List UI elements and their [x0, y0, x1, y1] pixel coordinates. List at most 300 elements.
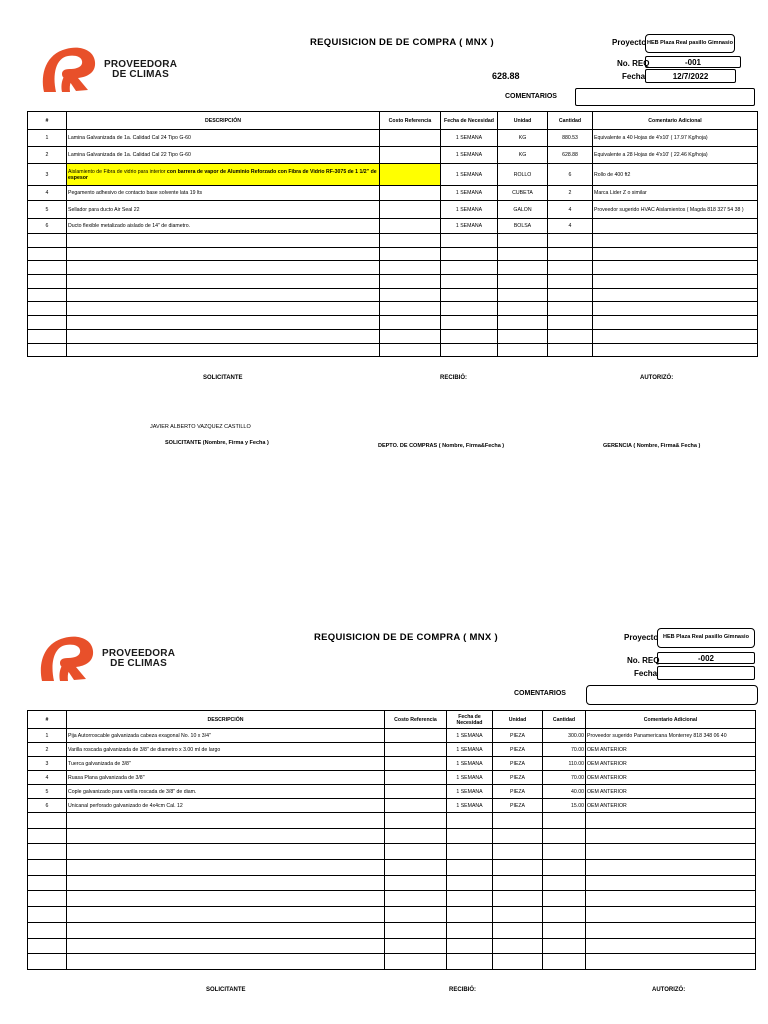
col-fecha-header: Fecha de Necesidad — [441, 112, 498, 130]
col-num-header: # — [28, 711, 67, 729]
row-desc[interactable]: Tuerca galvanizada de 3/8" — [67, 757, 385, 771]
row-unidad[interactable]: PIEZA — [493, 757, 543, 771]
row-costo[interactable] — [380, 130, 441, 147]
empty-cell[interactable] — [493, 938, 543, 954]
autorizo-heading: AUTORIZÓ: — [652, 987, 686, 993]
empty-cell[interactable] — [67, 954, 385, 970]
col-num-header: # — [28, 112, 67, 130]
empty-cell[interactable] — [67, 261, 380, 275]
empty-cell[interactable] — [493, 907, 543, 923]
noreq-label: No. REQ — [627, 656, 660, 665]
row-comentario[interactable]: OEM ANTERIOR — [586, 785, 756, 799]
table-row-empty[interactable] — [28, 275, 758, 289]
empty-cell[interactable] — [28, 844, 67, 860]
comentarios-field[interactable] — [586, 685, 758, 705]
empty-cell[interactable] — [543, 860, 586, 876]
empty-cell[interactable] — [586, 875, 756, 891]
empty-cell[interactable] — [447, 891, 493, 907]
row-desc[interactable]: Lamina Galvanizada de 1a. Calidad Cal 22 Tipo G-60 — [67, 147, 380, 164]
table-row-empty[interactable] — [28, 288, 758, 302]
row-fecha[interactable]: 1 SEMANA — [441, 201, 498, 219]
row-cantidad[interactable]: 4 — [548, 219, 593, 234]
col-costo-header: Costo Referencia — [385, 711, 447, 729]
empty-cell[interactable] — [498, 288, 548, 302]
empty-cell[interactable] — [28, 234, 67, 248]
empty-cell[interactable] — [543, 844, 586, 860]
empty-cell[interactable] — [543, 938, 586, 954]
empty-cell[interactable] — [493, 875, 543, 891]
row-cantidad[interactable]: 2 — [548, 186, 593, 201]
empty-cell[interactable] — [548, 288, 593, 302]
table-row[interactable] — [28, 147, 758, 164]
empty-cell[interactable] — [586, 813, 756, 829]
empty-cell[interactable] — [67, 813, 385, 829]
row-costo[interactable] — [380, 147, 441, 164]
empty-cell[interactable] — [67, 844, 385, 860]
row-desc[interactable]: Ruasa Plana galvanizada de 3/8" — [67, 771, 385, 785]
row-fecha[interactable]: 1 SEMANA — [447, 743, 493, 757]
row-cantidad[interactable]: 628.88 — [548, 147, 593, 164]
autorizo-heading: AUTORIZÓ: — [640, 375, 674, 381]
empty-cell[interactable] — [548, 329, 593, 343]
noreq-field[interactable] — [657, 652, 755, 664]
gerencia-caption: GERENCIA ( Nombre, Firma& Fecha ) — [603, 443, 701, 449]
fecha-field[interactable] — [645, 69, 736, 83]
proyecto-label: Proyecto — [624, 633, 659, 642]
fecha-label: Fecha — [634, 669, 658, 678]
empty-cell[interactable] — [380, 275, 441, 289]
empty-cell[interactable] — [548, 316, 593, 330]
empty-cell[interactable] — [67, 907, 385, 923]
row-costo[interactable] — [380, 164, 441, 186]
row-comentario[interactable]: OEM ANTERIOR — [586, 757, 756, 771]
table-row[interactable] — [28, 186, 758, 201]
row-fecha[interactable]: 1 SEMANA — [447, 799, 493, 813]
empty-cell[interactable] — [543, 954, 586, 970]
row-unidad[interactable]: GALON — [498, 201, 548, 219]
empty-cell[interactable] — [586, 891, 756, 907]
empty-cell[interactable] — [543, 922, 586, 938]
empty-cell[interactable] — [385, 907, 447, 923]
empty-cell[interactable] — [385, 844, 447, 860]
proyecto-field[interactable] — [645, 34, 735, 53]
empty-cell[interactable] — [441, 288, 498, 302]
empty-cell[interactable] — [28, 302, 67, 316]
empty-cell[interactable] — [385, 922, 447, 938]
row-fecha[interactable]: 1 SEMANA — [447, 757, 493, 771]
row-fecha[interactable]: 1 SEMANA — [441, 164, 498, 186]
empty-cell[interactable] — [447, 938, 493, 954]
empty-cell[interactable] — [67, 938, 385, 954]
empty-cell[interactable] — [498, 234, 548, 248]
row-desc-part-a: Aislamiento de Fibra de vidrio para interior — [68, 168, 167, 175]
empty-cell[interactable] — [548, 247, 593, 261]
row-cantidad[interactable]: 880.53 — [548, 130, 593, 147]
row-costo[interactable] — [385, 743, 447, 757]
empty-cell[interactable] — [380, 261, 441, 275]
empty-cell[interactable] — [380, 316, 441, 330]
fecha-value: 12/7/2022 — [672, 72, 709, 81]
row-comentario[interactable]: OEM ANTERIOR — [586, 799, 756, 813]
row-desc[interactable]: Lamina Galvanizada de 1a. Calidad Cal 24 Tipo G-60 — [67, 130, 380, 147]
empty-cell[interactable] — [67, 275, 380, 289]
empty-cell[interactable] — [548, 261, 593, 275]
empty-cell[interactable] — [447, 954, 493, 970]
empty-cell[interactable] — [67, 247, 380, 261]
row-unidad[interactable]: KG — [498, 147, 548, 164]
empty-cell[interactable] — [67, 860, 385, 876]
comentarios-label: COMENTARIOS — [514, 690, 566, 697]
empty-cell[interactable] — [586, 828, 756, 844]
row-fecha[interactable]: 1 SEMANA — [441, 147, 498, 164]
empty-cell[interactable] — [447, 875, 493, 891]
empty-cell[interactable] — [493, 813, 543, 829]
row-costo[interactable] — [385, 757, 447, 771]
row-desc[interactable]: Cople galvanizado para varilla roscada de 3/8" de diam. — [67, 785, 385, 799]
noreq-label: No. REQ — [617, 59, 650, 68]
empty-cell[interactable] — [385, 860, 447, 876]
row-unidad[interactable]: KG — [498, 130, 548, 147]
comentarios-field[interactable] — [575, 88, 755, 106]
row-comentario[interactable]: Proveedor sugerido Panamericana Monterrey 818 348 06 40 — [586, 729, 756, 743]
empty-cell[interactable] — [28, 288, 67, 302]
table-row[interactable] — [28, 757, 756, 771]
row-desc[interactable]: Sellador para ducto Air Seal 22 — [67, 201, 380, 219]
row-desc[interactable]: Ducto flexible metalizado aislado de 14" de diametro. — [67, 219, 380, 234]
empty-cell[interactable] — [586, 907, 756, 923]
empty-cell[interactable] — [385, 891, 447, 907]
document-title: REQUISICION DE DE COMPRA ( MNX ) — [314, 632, 498, 643]
row-comentario[interactable]: Proveedor sugerido HVAC Aislamientos ( Magda 818 327 54 38 ) — [593, 201, 758, 219]
empty-cell[interactable] — [441, 316, 498, 330]
empty-cell[interactable] — [380, 288, 441, 302]
logo-wordmark — [104, 60, 177, 80]
row-cantidad[interactable]: 70.00 — [543, 743, 586, 757]
fecha-field[interactable] — [657, 666, 755, 680]
table-row-empty[interactable] — [28, 329, 758, 343]
row-unidad[interactable]: BOLSA — [498, 219, 548, 234]
row-cantidad[interactable]: 70.00 — [543, 771, 586, 785]
signer-name: JAVIER ALBERTO VAZQUEZ CASTILLO — [150, 424, 251, 430]
row-unidad[interactable]: PIEZA — [493, 743, 543, 757]
empty-cell[interactable] — [498, 261, 548, 275]
table-row-empty[interactable] — [28, 922, 756, 938]
table-row[interactable] — [28, 201, 758, 219]
empty-cell[interactable] — [593, 316, 758, 330]
recibio-heading: RECIBIÓ: — [449, 987, 476, 993]
empty-cell[interactable] — [543, 875, 586, 891]
empty-cell[interactable] — [593, 261, 758, 275]
empty-cell[interactable] — [586, 954, 756, 970]
table-row-empty[interactable] — [28, 234, 758, 248]
empty-cell[interactable] — [493, 828, 543, 844]
table-row[interactable] — [28, 743, 756, 757]
table-row-empty[interactable] — [28, 938, 756, 954]
row-num: 3 — [28, 164, 67, 186]
solicitante-caption: SOLICITANTE (Nombre, Firma y Fecha ) — [165, 440, 269, 446]
col-desc-header: DESCRIPCIÓN — [67, 711, 385, 729]
empty-cell[interactable] — [593, 329, 758, 343]
row-fecha[interactable]: 1 SEMANA — [447, 785, 493, 799]
fecha-label: Fecha — [622, 72, 646, 81]
table-row[interactable] — [28, 771, 756, 785]
logo-wordmark — [102, 649, 175, 669]
empty-cell[interactable] — [67, 234, 380, 248]
empty-cell[interactable] — [548, 302, 593, 316]
row-comentario[interactable] — [593, 219, 758, 234]
proyecto-field[interactable] — [657, 628, 755, 648]
table-row-empty[interactable] — [28, 261, 758, 275]
empty-cell[interactable] — [593, 343, 758, 357]
row-num: 2 — [28, 147, 67, 164]
row-fecha[interactable]: 1 SEMANA — [441, 219, 498, 234]
row-comentario[interactable]: OEM ANTERIOR — [586, 743, 756, 757]
table-row-empty[interactable] — [28, 247, 758, 261]
empty-cell[interactable] — [543, 828, 586, 844]
table-row-empty[interactable] — [28, 875, 756, 891]
row-unidad[interactable]: CUBETA — [498, 186, 548, 201]
empty-cell[interactable] — [67, 316, 380, 330]
row-comentario[interactable]: Marca Lider Z o similar — [593, 186, 758, 201]
row-fecha[interactable]: 1 SEMANA — [447, 729, 493, 743]
row-desc[interactable]: Unicanal perforado galvanizado de 4x4cm Cal. 12 — [67, 799, 385, 813]
empty-cell[interactable] — [493, 860, 543, 876]
empty-cell[interactable] — [28, 261, 67, 275]
total-value: 628.88 — [492, 71, 520, 81]
col-unidad-header: Unidad — [498, 112, 548, 130]
empty-cell[interactable] — [385, 828, 447, 844]
empty-cell[interactable] — [380, 234, 441, 248]
empty-cell[interactable] — [28, 329, 67, 343]
row-desc-part-b: con barrera de vapor de Aluminio Reforzado con Fibra de Vidrio RF-3075 de 1 1/2" de espesor — [68, 168, 377, 181]
row-fecha[interactable]: 1 SEMANA — [447, 771, 493, 785]
table-row-empty[interactable] — [28, 954, 756, 970]
empty-cell[interactable] — [441, 275, 498, 289]
empty-cell[interactable] — [28, 907, 67, 923]
items-table — [27, 111, 758, 357]
empty-cell[interactable] — [498, 302, 548, 316]
empty-cell[interactable] — [441, 329, 498, 343]
empty-cell[interactable] — [385, 938, 447, 954]
empty-cell[interactable] — [498, 247, 548, 261]
empty-cell[interactable] — [586, 938, 756, 954]
logo-icon — [36, 633, 96, 685]
logo-line-2: DE CLIMAS — [112, 69, 169, 80]
empty-cell[interactable] — [28, 860, 67, 876]
empty-cell[interactable] — [498, 329, 548, 343]
empty-cell[interactable] — [447, 907, 493, 923]
table-header-row — [28, 112, 758, 130]
table-row[interactable] — [28, 164, 758, 186]
table-row-empty[interactable] — [28, 907, 756, 923]
empty-cell[interactable] — [67, 302, 380, 316]
row-costo[interactable] — [380, 201, 441, 219]
noreq-field[interactable] — [645, 56, 741, 68]
row-fecha[interactable]: 1 SEMANA — [441, 186, 498, 201]
row-costo[interactable] — [385, 785, 447, 799]
row-comentario[interactable]: Rollo de 400 ft2 — [593, 164, 758, 186]
logo-line-1: PROVEEDORA — [102, 648, 176, 659]
empty-cell[interactable] — [67, 329, 380, 343]
empty-cell[interactable] — [586, 844, 756, 860]
row-cantidad[interactable]: 4 — [548, 201, 593, 219]
row-cantidad[interactable]: 40.00 — [543, 785, 586, 799]
empty-cell[interactable] — [28, 316, 67, 330]
empty-cell[interactable] — [67, 875, 385, 891]
empty-cell[interactable] — [441, 247, 498, 261]
row-unidad[interactable]: ROLLO — [498, 164, 548, 186]
table-row-empty[interactable] — [28, 860, 756, 876]
row-desc[interactable]: Pija Autorroscable galvanizada cabeza exagonal No. 10 x 3/4" — [67, 729, 385, 743]
row-unidad[interactable]: PIEZA — [493, 799, 543, 813]
row-cantidad[interactable]: 6 — [548, 164, 593, 186]
empty-cell[interactable] — [447, 922, 493, 938]
table-row[interactable] — [28, 729, 756, 743]
row-cantidad[interactable]: 110.00 — [543, 757, 586, 771]
empty-cell[interactable] — [67, 828, 385, 844]
row-comentario[interactable]: OEM ANTERIOR — [586, 771, 756, 785]
col-desc-header: DESCRIPCIÓN — [67, 112, 380, 130]
row-comentario[interactable]: Equivalente a 40 Hojas de 4'x10' ( 17.97 Kg/hoja) — [593, 130, 758, 147]
table-row-empty[interactable] — [28, 316, 758, 330]
empty-cell[interactable] — [28, 891, 67, 907]
empty-cell[interactable] — [593, 275, 758, 289]
empty-cell[interactable] — [543, 813, 586, 829]
table-row-empty[interactable] — [28, 891, 756, 907]
document-title: REQUISICION DE DE COMPRA ( MNX ) — [310, 37, 494, 48]
items-table — [27, 710, 756, 970]
solicitante-heading: SOLICITANTE — [203, 375, 243, 381]
empty-cell[interactable] — [380, 343, 441, 357]
empty-cell[interactable] — [493, 844, 543, 860]
row-unidad[interactable]: PIEZA — [493, 729, 543, 743]
row-fecha[interactable]: 1 SEMANA — [441, 130, 498, 147]
row-desc[interactable]: Varilla roscada galvanizada de 3/8" de diametro x 3.00 ml de largo — [67, 743, 385, 757]
recibio-heading: RECIBIÓ: — [440, 375, 467, 381]
empty-cell[interactable] — [380, 247, 441, 261]
proyecto-value: HEB Plaza Real pasillo Gimnasio — [647, 40, 733, 46]
empty-cell[interactable] — [28, 247, 67, 261]
table-row[interactable] — [28, 799, 756, 813]
empty-cell[interactable] — [67, 891, 385, 907]
empty-cell[interactable] — [447, 828, 493, 844]
empty-cell[interactable] — [28, 875, 67, 891]
empty-cell[interactable] — [28, 813, 67, 829]
empty-cell[interactable] — [67, 343, 380, 357]
logo-icon — [38, 44, 98, 96]
col-comentario-header: Comentario Adicional — [586, 711, 756, 729]
col-unidad-header: Unidad — [493, 711, 543, 729]
table-row[interactable] — [28, 219, 758, 234]
empty-cell[interactable] — [441, 343, 498, 357]
row-comentario[interactable]: Equivalente a 28 Hojas de 4'x10' ( 22.46 Kg/hoja) — [593, 147, 758, 164]
empty-cell[interactable] — [498, 275, 548, 289]
row-costo[interactable] — [385, 771, 447, 785]
noreq-value: -001 — [684, 58, 701, 67]
company-logo — [36, 633, 175, 685]
col-cantidad-header: Cantidad — [548, 112, 593, 130]
table-row-empty[interactable] — [28, 343, 758, 357]
empty-cell[interactable] — [543, 907, 586, 923]
table-row[interactable] — [28, 785, 756, 799]
empty-cell[interactable] — [593, 302, 758, 316]
row-unidad[interactable]: PIEZA — [493, 785, 543, 799]
empty-cell[interactable] — [67, 922, 385, 938]
row-num: 3 — [28, 757, 67, 771]
row-num: 4 — [28, 186, 67, 201]
compras-caption: DEPTO. DE COMPRAS ( Nombre, Firma&Fecha ) — [378, 443, 505, 449]
comentarios-label: COMENTARIOS — [505, 93, 557, 100]
empty-cell[interactable] — [548, 234, 593, 248]
empty-cell[interactable] — [593, 234, 758, 248]
table-row-empty[interactable] — [28, 828, 756, 844]
empty-cell[interactable] — [385, 875, 447, 891]
row-num: 4 — [28, 771, 67, 785]
empty-cell[interactable] — [593, 288, 758, 302]
empty-cell[interactable] — [543, 891, 586, 907]
empty-cell[interactable] — [493, 891, 543, 907]
empty-cell[interactable] — [385, 813, 447, 829]
table-row-empty[interactable] — [28, 844, 756, 860]
empty-cell[interactable] — [493, 922, 543, 938]
row-num: 5 — [28, 201, 67, 219]
table-row-empty[interactable] — [28, 813, 756, 829]
noreq-value: -002 — [697, 654, 714, 663]
empty-cell[interactable] — [380, 329, 441, 343]
empty-cell[interactable] — [441, 302, 498, 316]
empty-cell[interactable] — [586, 860, 756, 876]
row-costo[interactable] — [380, 219, 441, 234]
row-cantidad[interactable]: 300.00 — [543, 729, 586, 743]
empty-cell[interactable] — [548, 343, 593, 357]
empty-cell[interactable] — [447, 813, 493, 829]
empty-cell[interactable] — [28, 828, 67, 844]
row-desc[interactable] — [67, 164, 380, 186]
row-costo[interactable] — [385, 729, 447, 743]
empty-cell[interactable] — [380, 302, 441, 316]
empty-cell[interactable] — [385, 954, 447, 970]
empty-cell[interactable] — [67, 288, 380, 302]
table-row-empty[interactable] — [28, 302, 758, 316]
row-costo[interactable] — [380, 186, 441, 201]
empty-cell[interactable] — [548, 275, 593, 289]
empty-cell[interactable] — [28, 275, 67, 289]
empty-cell[interactable] — [28, 938, 67, 954]
empty-cell[interactable] — [586, 922, 756, 938]
empty-cell[interactable] — [593, 247, 758, 261]
row-costo[interactable] — [385, 799, 447, 813]
empty-cell[interactable] — [441, 261, 498, 275]
table-header-row — [28, 711, 756, 729]
empty-cell[interactable] — [498, 316, 548, 330]
col-comentario-header: Comentario Adicional — [593, 112, 758, 130]
empty-cell[interactable] — [447, 860, 493, 876]
row-desc[interactable]: Pegamento adhesivo de contacto base solvente lata 19 lts — [67, 186, 380, 201]
col-cantidad-header: Cantidad — [543, 711, 586, 729]
empty-cell[interactable] — [28, 922, 67, 938]
empty-cell[interactable] — [28, 343, 67, 357]
logo-line-1: PROVEEDORA — [104, 59, 178, 70]
empty-cell[interactable] — [28, 954, 67, 970]
row-unidad[interactable]: PIEZA — [493, 771, 543, 785]
empty-cell[interactable] — [498, 343, 548, 357]
table-row[interactable] — [28, 130, 758, 147]
empty-cell[interactable] — [441, 234, 498, 248]
empty-cell[interactable] — [493, 954, 543, 970]
empty-cell[interactable] — [447, 844, 493, 860]
row-cantidad[interactable]: 15.00 — [543, 799, 586, 813]
logo-line-2: DE CLIMAS — [110, 658, 167, 669]
